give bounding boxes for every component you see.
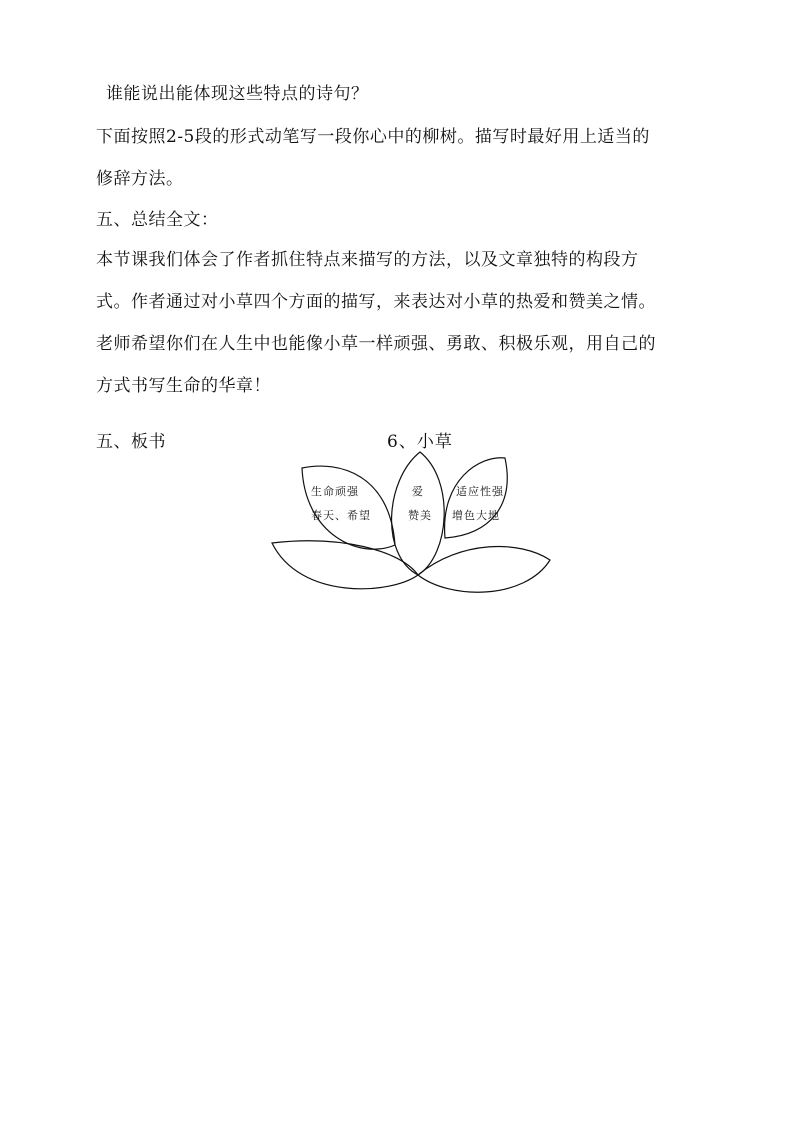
lotus-diagram — [260, 450, 560, 600]
petal-middle-text-1: 爱 — [412, 485, 424, 498]
petal-right-lower — [418, 546, 550, 592]
petal-middle-text-2: 赞美 — [408, 509, 432, 522]
petal-left-text-2: 春天、希望 — [311, 509, 371, 522]
section-heading-summary: 五、总结全文： — [96, 210, 219, 230]
petal-right-text-1: 适应性强 — [456, 485, 504, 498]
text-line-writing-task: 下面按照2-5段的形式动笔写一段你心中的柳树。描写时最好用上适当的 — [96, 127, 650, 147]
text-line-writing-task-cont: 修辞方法。 — [96, 169, 184, 189]
text-line-summary-1: 本节课我们体会了作者抓住特点来描写的方法，以及文章独特的构段方 — [96, 250, 639, 270]
petal-left-upper — [302, 466, 395, 549]
petal-right-text-2: 增色大地 — [452, 509, 500, 522]
text-line-question: 谁能说出能体现这些特点的诗句？ — [106, 84, 369, 104]
section-heading-blackboard: 五、板书 — [96, 432, 166, 452]
blackboard-title: 6、小草 — [387, 432, 453, 452]
text-line-summary-2: 式。作者通过对小草四个方面的描写，来表达对小草的热爱和赞美之情。 — [96, 292, 656, 312]
text-line-summary-3: 老师希望你们在人生中也能像小草一样顽强、勇敢、积极乐观，用自己的 — [96, 334, 656, 354]
text-line-summary-4: 方式书写生命的华章！ — [96, 376, 271, 396]
petal-left-text-1: 生命顽强 — [311, 485, 359, 498]
